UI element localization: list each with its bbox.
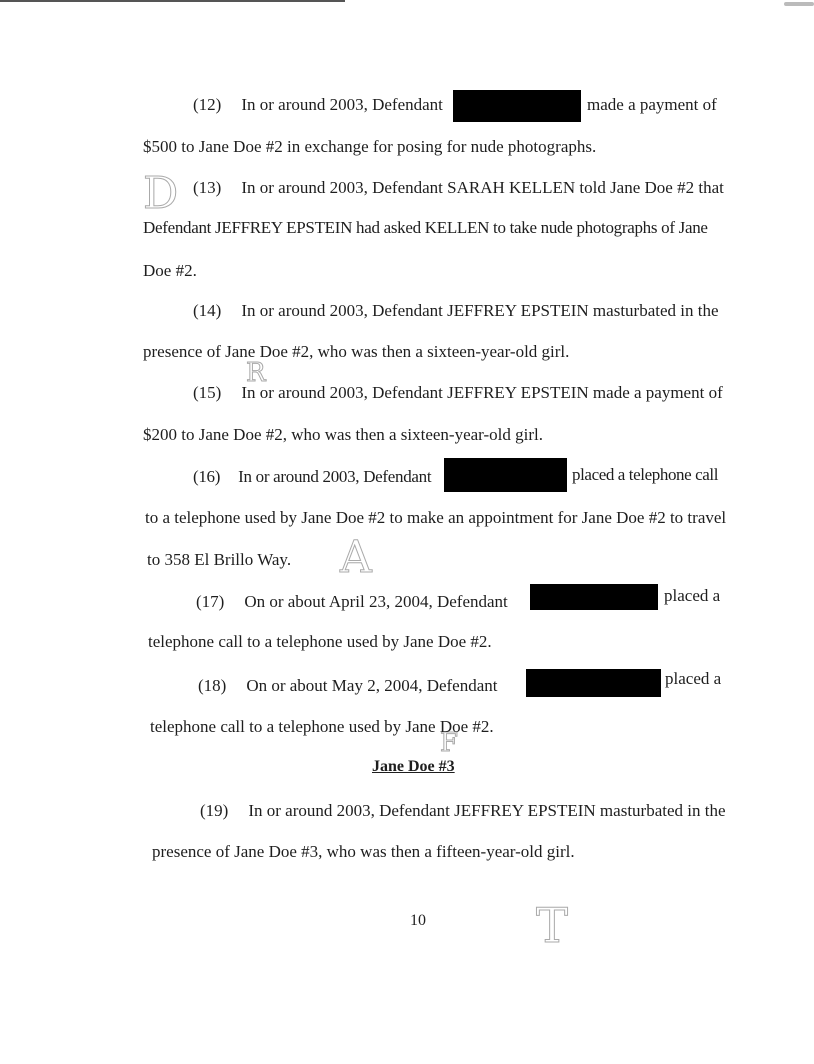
page-number: 10	[410, 912, 426, 929]
paragraph-18-line-2: telephone call to a telephone used by Jane Doe #2.	[150, 717, 494, 736]
redaction-block	[526, 669, 661, 697]
watermark-letter-r: R	[246, 358, 266, 388]
paragraph-12-line-1	[193, 95, 443, 115]
paragraph-15-line-1	[193, 383, 723, 403]
paragraph-13-line-2: Defendant JEFFREY EPSTEIN had asked KELLEN to take nude photographs of Jane	[143, 218, 708, 237]
paragraph-19-line-2: presence of Jane Doe #3, who was then a fifteen-year-old girl.	[152, 842, 575, 861]
paragraph-13-line-1	[193, 178, 724, 198]
paragraph-number: (16)	[193, 467, 221, 486]
paragraph-number: (19)	[200, 801, 229, 820]
paragraph-number: (15)	[193, 383, 222, 402]
text-before-redaction: In or around 2003, Defendant	[241, 95, 443, 114]
paragraph-text: In or around 2003, Defendant JEFFREY EPSTEIN masturbated in the	[248, 801, 726, 820]
paragraph-text: In or around 2003, Defendant JEFFREY EPSTEIN made a payment of	[241, 383, 723, 402]
text-after-redaction: made a payment of	[587, 95, 717, 114]
paragraph-15-line-2: $200 to Jane Doe #2, who was then a sixteen-year-old girl.	[143, 425, 543, 444]
text-after-redaction: placed a	[665, 669, 722, 688]
paragraph-12-line-2: $500 to Jane Doe #2 in exchange for posing for nude photographs.	[143, 137, 597, 156]
text-before-redaction: In or around 2003, Defendant	[238, 467, 432, 486]
redaction-block	[453, 90, 581, 122]
watermark-letter-f: F	[440, 728, 459, 758]
paragraph-14-line-2: presence of Jane Doe #2, who was then a sixteen-year-old girl.	[143, 342, 570, 361]
redaction-block	[530, 584, 658, 610]
scan-corner-mark	[784, 2, 814, 6]
paragraph-number: (18)	[198, 676, 227, 695]
paragraph-16-line-2: to a telephone used by Jane Doe #2 to make an appointment for Jane Doe #2 to travel	[145, 508, 727, 527]
paragraph-17-line-1	[196, 592, 508, 612]
paragraph-17-line-2: telephone call to a telephone used by Jane Doe #2.	[148, 632, 492, 651]
paragraph-13-line-3: Doe #2.	[143, 261, 197, 280]
paragraph-16-line-1	[193, 467, 431, 487]
watermark-letter-a: A	[340, 532, 372, 583]
paragraph-text: In or around 2003, Defendant JEFFREY EPSTEIN masturbated in the	[241, 301, 719, 320]
text-before-redaction: On or about April 23, 2004, Defendant	[244, 592, 508, 611]
paragraph-14-line-1	[193, 301, 719, 321]
top-rule	[0, 0, 345, 2]
section-heading: Jane Doe #3	[372, 758, 455, 775]
watermark-letter-t: T	[536, 898, 569, 954]
paragraph-19-line-1	[200, 801, 726, 821]
watermark-letter-d: D	[143, 168, 179, 219]
text-before-redaction: On or about May 2, 2004, Defendant	[246, 676, 498, 695]
paragraph-number: (13)	[193, 178, 222, 197]
paragraph-number: (12)	[193, 95, 222, 114]
paragraph-18-line-1	[198, 676, 498, 696]
text-after-redaction: placed a	[664, 586, 721, 605]
redaction-block	[444, 458, 567, 492]
paragraph-16-line-3: to 358 El Brillo Way.	[147, 550, 292, 569]
paragraph-text: In or around 2003, Defendant SARAH KELLEN told Jane Doe #2 that	[241, 178, 724, 197]
text-after-redaction: placed a telephone call	[572, 465, 719, 484]
paragraph-number: (14)	[193, 301, 222, 320]
paragraph-number: (17)	[196, 592, 225, 611]
